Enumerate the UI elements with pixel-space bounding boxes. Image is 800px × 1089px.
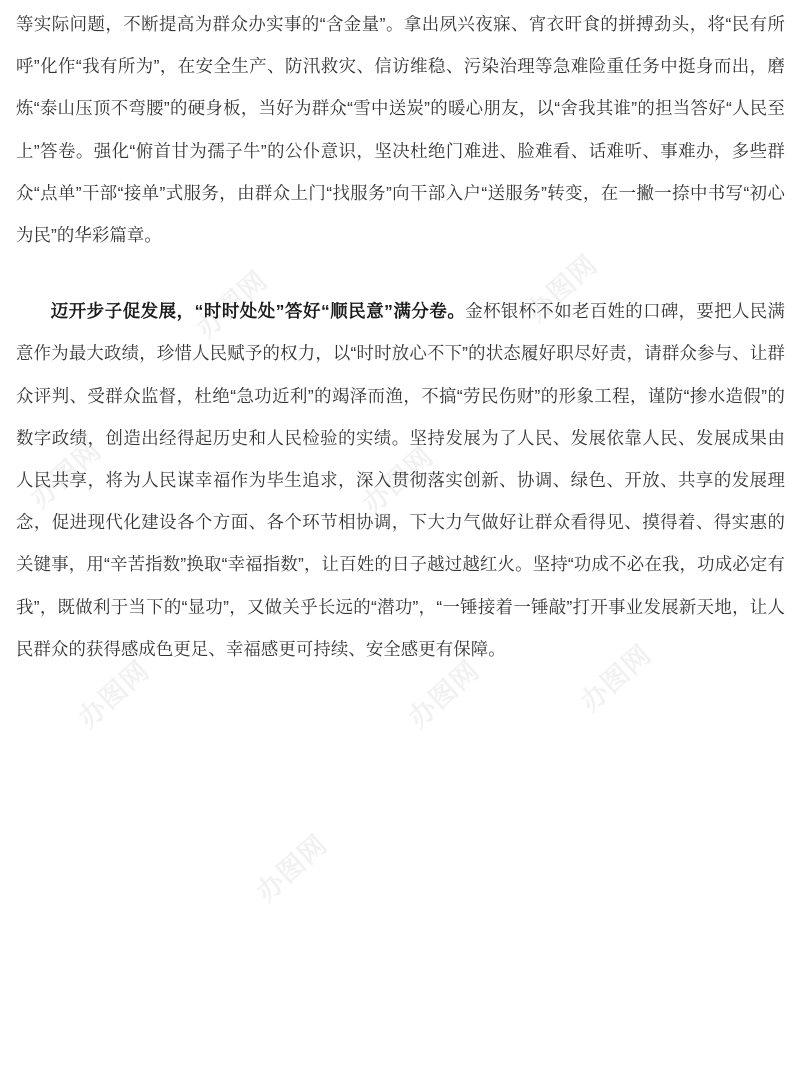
watermark-label: 办图网	[356, 440, 440, 520]
watermark-label: 办图网	[402, 654, 486, 734]
paragraph-continued	[16, 0, 785, 256]
paragraph-second-text: 金杯银杯不如老百姓的口碑，要把人民满意作为最大政绩，珍惜人民赋予的权力，以“时时放心不下”的状态履好职尽好责，请群众参与、让群众评判、受群众监督，杜绝“急功近利”的竭泽而渔，不搞“劳民伤财”的形象工程，谨防“掺水造假”的数字政绩，创造出经得起历史和人民检验的实绩。坚持发展为了人民、发展依靠人民、发展成果由人民共享，将为人民谋幸福作为毕生追求，深入贯彻落实创新、协调、绿色、开放、共享的发展理念，促进现代化建设各个方面、各个环节相协调，下大力气做好让群众看得见、摸得着、得实惠的关键事，用“辛苦指数”换取“幸福指数”，让百姓的日子越过越红火。坚持“功成不必在我，功成必定有我”，既做利于当下的“显功”，又做关乎长远的“潜功”，“一锤接着一锤敲”打开事业发展新天地，让人民群众的获得感成色更足、幸福感更可持续、安全感更有保障。	[16, 301, 785, 659]
paragraph-second	[16, 290, 785, 670]
watermark-label: 办图网	[24, 434, 108, 514]
watermark-label: 办图网	[574, 638, 658, 718]
watermark-label: 办图网	[190, 264, 274, 344]
paragraph-continued-text: 等实际问题，不断提高为群众办实事的“含金量”。拿出夙兴夜寐、宵衣旰食的拼搏劲头，将“民有所呼”化作“我有所为”，在安全生产、防汛救灾、信访维稳、污染治理等急难险重任务中挺身而出，磨炼“泰山压顶不弯腰”的硬身板，当好为群众“雪中送炭”的暖心朋友，以“舍我其谁”的担当答好“人民至上”答卷。强化“俯首甘为孺子牛”的公仆意识，坚决杜绝门难进、脸难看、话难听、事难办，多些群众“点单”干部“接单”式服务，由群众上门“找服务”向干部入户“送服务”转变，在一撇一捺中书写“初心为民”的华彩篇章。	[16, 14, 785, 246]
paragraph-second-lead: 迈开步子促发展，“时时处处”答好“顺民意”满分卷。	[50, 301, 466, 322]
document-body	[16, 0, 785, 670]
watermark-label: 办图网	[250, 828, 334, 908]
watermark-label: 办图网	[72, 654, 156, 734]
watermark-label: 办图网	[520, 248, 604, 328]
